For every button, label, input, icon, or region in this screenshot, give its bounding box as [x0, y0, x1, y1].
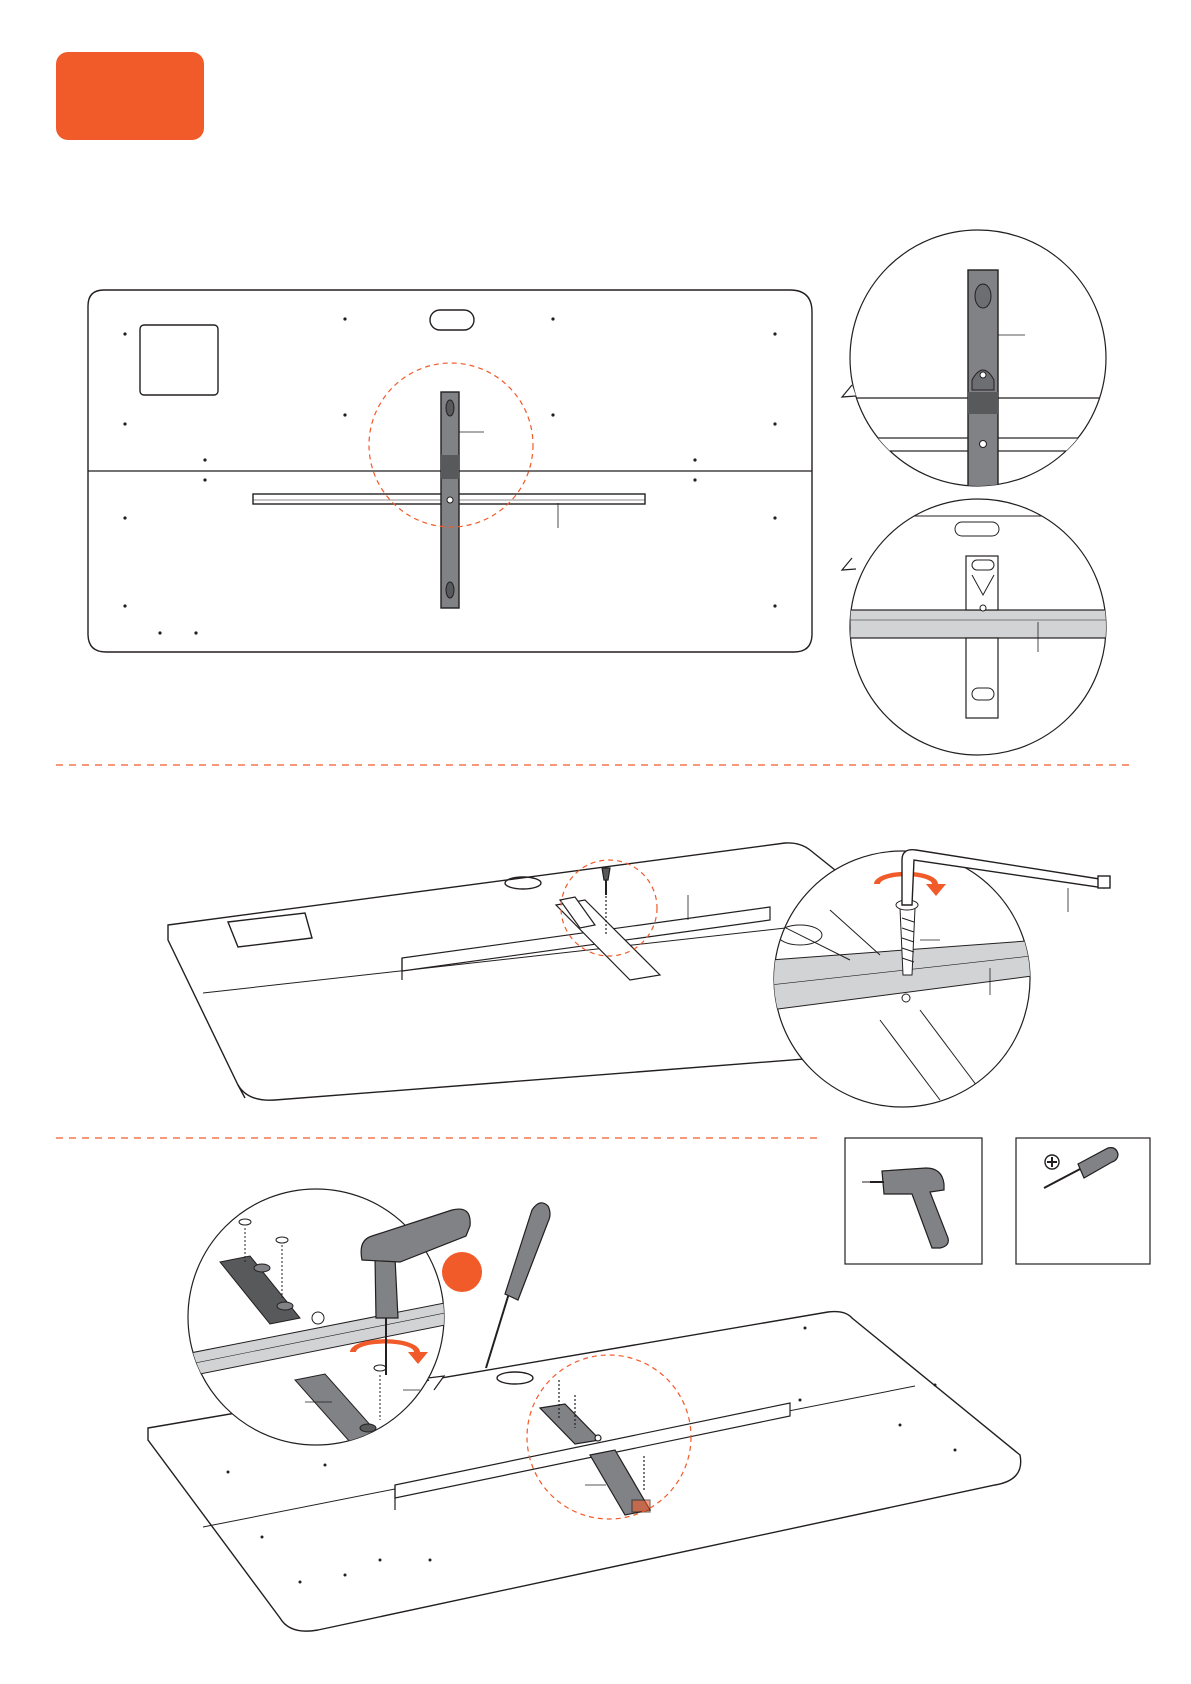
section-1-frame-placement — [88, 230, 1130, 755]
grommet-hole — [497, 1372, 533, 1384]
alternative-tool-marker — [442, 1252, 482, 1292]
tool-box-drill — [845, 1138, 982, 1264]
zoom-detail-drill-fastening — [180, 1189, 470, 1445]
phillips-screwdriver-icon — [486, 1203, 550, 1368]
zoom-detail-frame-top — [840, 230, 1130, 510]
grommet-hole — [505, 877, 541, 889]
leader-lines — [459, 432, 558, 528]
phillips-head-icon — [1045, 1155, 1059, 1169]
tool-box-screwdriver — [1016, 1138, 1150, 1264]
center-frame-bar — [441, 392, 459, 608]
zoom-detail-rail-joint — [840, 499, 1130, 755]
crossbar-perspective — [402, 868, 770, 980]
crossbar-perspective — [395, 1380, 790, 1515]
grommet-hole — [430, 310, 474, 330]
cable-cutout — [228, 913, 312, 947]
cable-cutout — [140, 325, 218, 395]
zoom-detail-screw-fixing — [770, 850, 1110, 1107]
section-2-crossbar-fixing — [168, 843, 1110, 1107]
